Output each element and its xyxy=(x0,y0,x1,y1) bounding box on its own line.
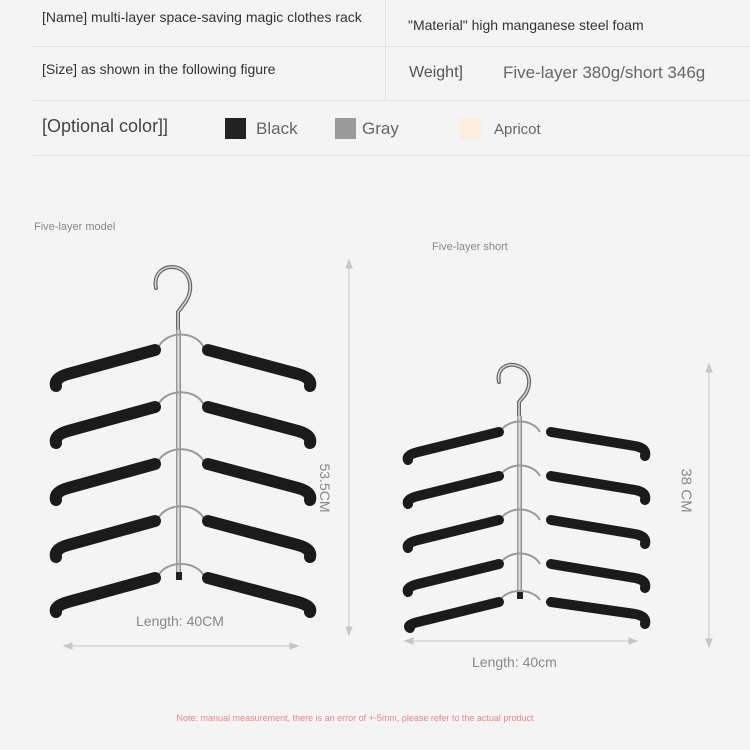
swatch-label-gray: Gray xyxy=(362,119,399,138)
tall-length-dimension xyxy=(64,643,298,649)
short-height-label: 38 CM xyxy=(677,468,695,513)
weight-value: Five-layer 380g/short 346g xyxy=(503,63,706,82)
swatch-label-black: Black xyxy=(256,119,298,138)
tall-hanger-image xyxy=(56,267,311,612)
short-height-dimension xyxy=(706,364,712,647)
weight-label: Weight] xyxy=(409,64,463,81)
short-length-dimension xyxy=(405,638,637,644)
short-length-label: Length: 40cm xyxy=(472,654,557,670)
tall-height-dimension xyxy=(346,260,352,635)
name-text: [Name] multi-layer space-saving magic clothes rack xyxy=(42,9,362,25)
tall-height-label: 53.5CM xyxy=(317,463,333,513)
short-model-caption: Five-layer short xyxy=(432,241,508,253)
material-text: "Material" high manganese steel foam xyxy=(408,17,644,33)
tall-length-label: Length: 40CM xyxy=(136,613,224,629)
tall-model-caption: Five-layer model xyxy=(34,221,116,233)
measurement-note: Note: manual measurement, there is an error of +-5mm, please refer to the actual product xyxy=(176,713,534,723)
swatch-label-apricot: Apricot xyxy=(494,121,541,138)
short-hanger-image xyxy=(408,365,646,628)
color-label: [Optional color]] xyxy=(42,116,169,136)
size-text: [Size] as shown in the following figure xyxy=(42,61,276,77)
